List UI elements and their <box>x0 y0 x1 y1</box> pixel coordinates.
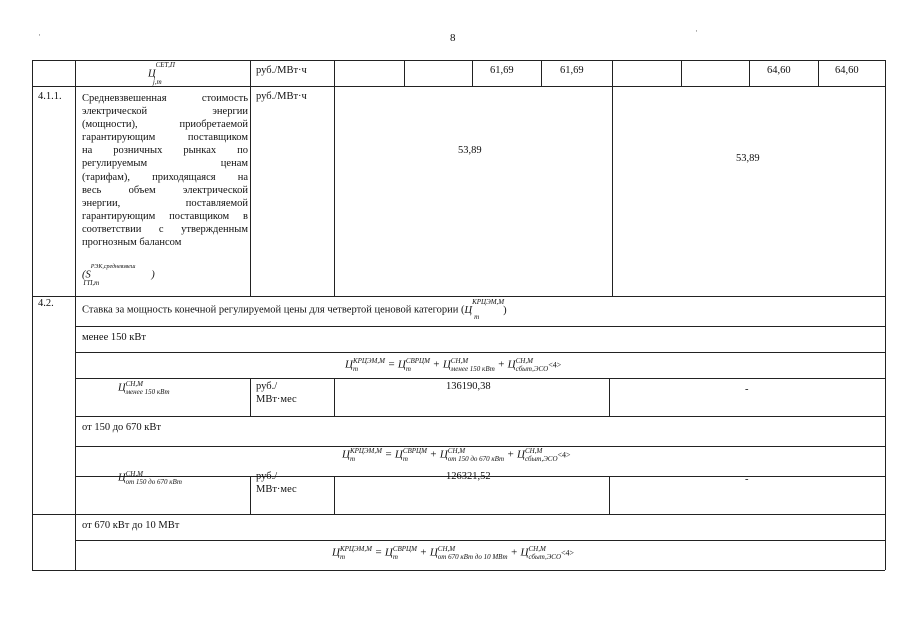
col-sep <box>404 60 405 86</box>
page-number: 8 <box>450 32 456 44</box>
row-411-value-h2: 53,89 <box>736 153 760 164</box>
row-line <box>75 326 885 327</box>
section-unit-line2: МВт·мес <box>256 484 297 495</box>
formula-subscript: m <box>339 553 346 561</box>
section-formula: Ц КРЦЭМ,М m = Ц СВРЦМ m + Ц СН,М менее 150 кВт + Ц СН,М сбыт,ЭСО <4> <box>345 357 562 373</box>
row-411-description <box>82 92 248 249</box>
col-sep-half <box>612 60 613 296</box>
formula-superscript: СН,М <box>437 545 456 553</box>
col-separator-unit <box>334 60 335 296</box>
row-line <box>75 416 885 417</box>
col-sep-sec2 <box>250 476 251 514</box>
section-value-dash: - <box>745 384 749 395</box>
col-sep <box>818 60 819 86</box>
section-unit-line1: руб./ <box>256 381 278 392</box>
formula-subscript: m <box>405 365 411 373</box>
row-top-value-cell: 64,60 <box>767 65 791 76</box>
formula-subscript: m <box>392 553 398 561</box>
description-line: регулируемым ценам <box>82 158 248 170</box>
formula-subscript: от 670 кВт до 10 МВт <box>437 553 508 561</box>
row-top-symbol: $Ц^{СЕТ,П}_{j,m}$ <box>148 61 175 86</box>
col-sep-sec1 <box>334 378 335 416</box>
symbol-superscript: СН,М <box>125 380 143 388</box>
formula-subscript: m <box>349 455 356 463</box>
row-42-number: 4.2. <box>38 298 54 309</box>
formula-superscript: СН,М <box>528 545 546 553</box>
formula-subscript: сбыт,ЭСО <box>515 365 549 373</box>
formula-superscript: СВРЦМ <box>392 545 417 553</box>
row-line <box>32 514 885 515</box>
description-line: (тарифам), приходящаяся на <box>82 171 248 183</box>
formula-superscript: СН,М <box>524 447 543 455</box>
section-row-symbol: Ц СН,М менее 150 кВт <box>118 380 170 396</box>
section-unit-line2: МВт·мес <box>256 394 297 405</box>
row-top-value-cell: 61,69 <box>490 65 514 76</box>
description-line: Средневзвешенная стоимость <box>82 93 248 104</box>
description-line: гарантирующим поставщиком в <box>82 210 248 222</box>
col-sep-sec2 <box>334 476 335 514</box>
row-top-value-cell: 64,60 <box>835 65 859 76</box>
col-separator-num <box>75 60 76 570</box>
description-line: (мощности), приобретаемой <box>82 119 248 131</box>
formula-superscript: СВРЦМ <box>405 357 430 365</box>
section-heading: от 670 кВт до 10 МВт <box>82 520 180 531</box>
row-line <box>75 352 885 353</box>
formula-subscript: m <box>352 365 359 373</box>
formula-superscript: СВРЦМ <box>402 447 427 455</box>
section-value-dash: - <box>745 474 749 485</box>
description-line: энергии, поставляемой <box>82 197 248 209</box>
description-line: на розничных рынках по <box>82 145 248 157</box>
description-line: прогнозным балансом <box>82 237 182 249</box>
description-line: соответствии с утвержденным <box>82 223 248 235</box>
scan-speck: · <box>695 26 698 36</box>
formula-superscript: СН,М <box>447 447 466 455</box>
formula-superscript: КРЦЭМ,М <box>349 447 382 455</box>
formula-footnote: <4> <box>548 360 562 370</box>
description-line: гарантирующим поставщиком <box>82 132 248 144</box>
formula-subscript: сбыт,ЭСО <box>524 455 558 463</box>
formula-superscript: СН,М <box>515 357 533 365</box>
col-sep <box>472 60 473 86</box>
row-line <box>32 86 885 87</box>
row-42-title: Ставка за мощность конечной регулируемой цены для четвертой ценовой категории $(Ц^{КРЦЭМ,М}_m)$ <box>82 298 507 321</box>
symbol-subscript: менее 150 кВт <box>125 388 170 396</box>
formula-subscript: менее 150 кВт <box>450 365 495 373</box>
formula-superscript: КРЦЭМ,М <box>352 357 385 365</box>
formula-footnote: <4> <box>557 450 571 460</box>
section-row-symbol: Ц СН,М от 150 до 670 кВт <box>118 470 182 486</box>
col-sep-sec1 <box>250 378 251 416</box>
row-line <box>75 378 885 379</box>
section-heading: от 150 до 670 кВт <box>82 422 161 433</box>
section-unit-line1: руб./ <box>256 471 278 482</box>
formula-subscript: от 150 до 670 кВт <box>447 455 505 463</box>
section-heading: менее 150 кВт <box>82 332 146 343</box>
section-formula: Ц КРЦЭМ,М m = Ц СВРЦМ m + Ц СН,М от 150 до 670 кВт + Ц СН,М сбыт,ЭСО <4> <box>342 447 571 463</box>
symbol-superscript: СН,М <box>125 470 143 478</box>
section-formula: Ц КРЦЭМ,М m = Ц СВРЦМ m + Ц СН,М от 670 кВт до 10 МВт + Ц СН,М сбыт,ЭСО <4> <box>332 545 575 561</box>
row-line <box>75 540 885 541</box>
row-line <box>32 570 885 571</box>
row-line <box>32 296 885 297</box>
section-value: 126321,52 <box>446 471 491 482</box>
scan-speck: · <box>38 30 41 40</box>
col-sep <box>749 60 750 86</box>
description-line: весь объем электрической <box>82 184 248 196</box>
section-value: 136190,38 <box>446 381 491 392</box>
row-top-unit: руб./МВт·ч <box>256 65 307 76</box>
table-border-right <box>885 60 886 570</box>
formula-subscript: сбыт,ЭСО <box>528 553 562 561</box>
col-separator-desc <box>250 60 251 296</box>
row-top-value-cell: 61,69 <box>560 65 584 76</box>
row-411-value-h1: 53,89 <box>458 145 482 156</box>
formula-superscript: КРЦЭМ,М <box>339 545 372 553</box>
col-sep <box>541 60 542 86</box>
row-411-number: 4.1.1. <box>38 91 62 102</box>
description-line: электрической энергии <box>82 106 248 118</box>
row-411-unit: руб./МВт·ч <box>256 91 307 102</box>
row-411-desc-symbol: $(S^{РЭК,средневзвеш}_{ГП,m})$ <box>82 264 155 287</box>
col-sep-sec2 <box>609 476 610 514</box>
formula-footnote: <4> <box>561 548 575 558</box>
table-border-left <box>32 60 33 570</box>
formula-superscript: СН,М <box>450 357 469 365</box>
symbol-subscript: от 150 до 670 кВт <box>125 478 182 486</box>
formula-subscript: m <box>402 455 408 463</box>
col-sep-sec1 <box>609 378 610 416</box>
col-sep <box>681 60 682 86</box>
